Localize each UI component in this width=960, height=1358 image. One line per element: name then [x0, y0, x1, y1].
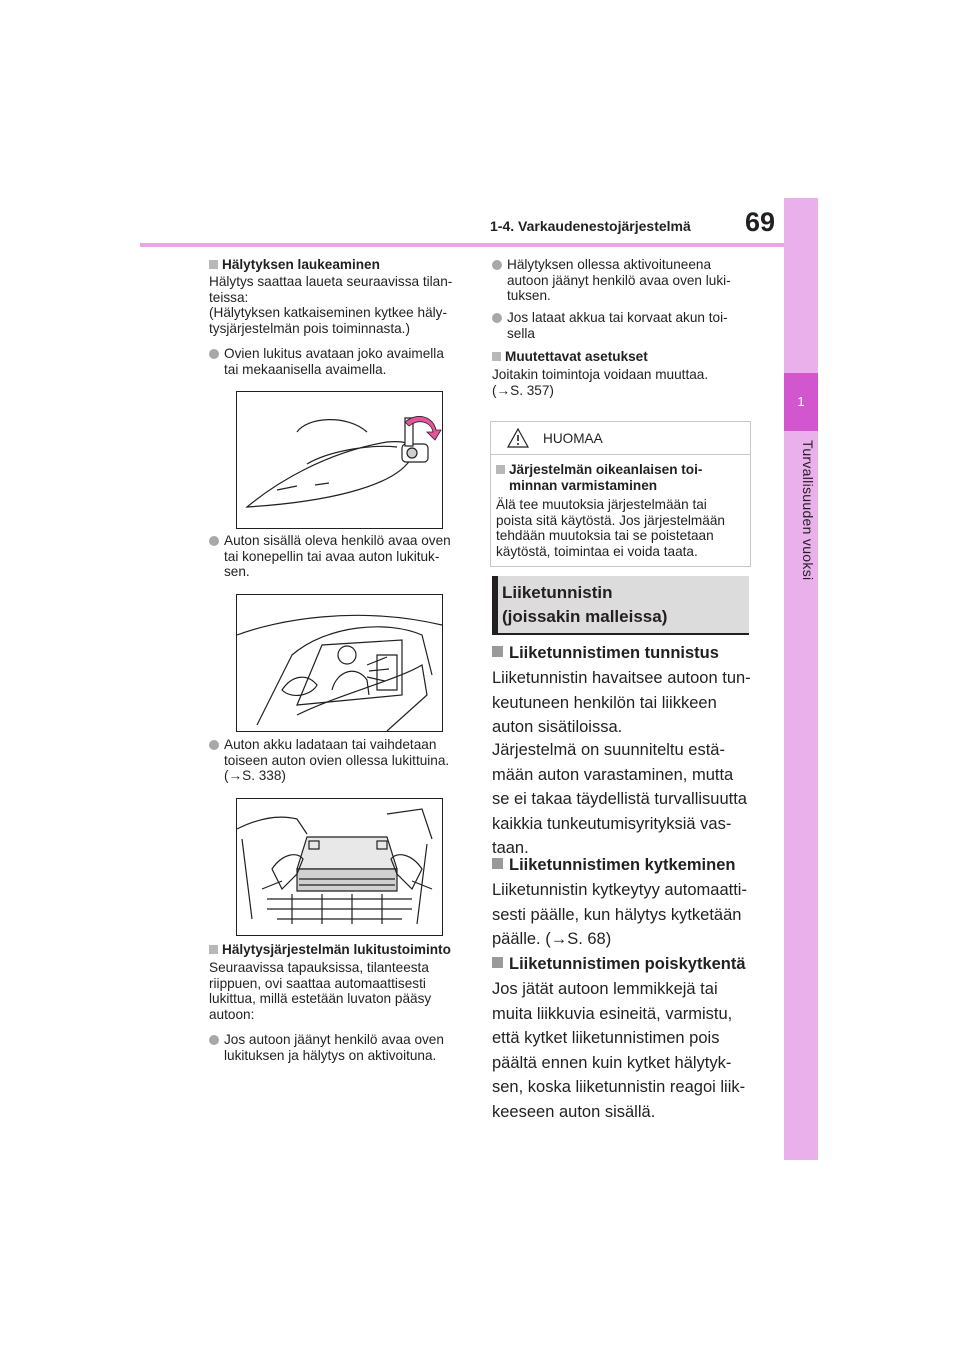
square-bullet-icon	[209, 260, 218, 269]
bullet-dot-icon	[492, 260, 502, 270]
notice-body: Älä tee muutoksia järjestelmään tai poista sitä käytöstä. Jos järjestelmään tehdään muutoksia tai se poistetaan käytöstä, toimintaa ei voida taata.	[496, 497, 725, 559]
bullet-dot-icon	[209, 536, 219, 546]
detection-paragraph: Liiketunnistin havaitsee autoon tun- keutuneen henkilön tai liikkeen auton sisätiloissa.	[492, 669, 751, 736]
door-handle-key-illustration	[236, 391, 443, 529]
chapter-number: 1	[784, 373, 818, 431]
heading-detection: Liiketunnistimen tunnistus	[492, 641, 762, 665]
heading-lock-function: Hälytysjärjestelmän lukitustoiminto	[209, 942, 471, 958]
bullet-dot-icon	[209, 349, 219, 359]
bullet-person-inside: Auton sisällä oleva henkilö avaa oven tai konepellin tai avaa auton lukituk- sen.	[209, 533, 471, 580]
bullet-dot-icon	[209, 1035, 219, 1045]
deactivation-paragraph: Jos jätät autoon lemmikkejä tai muita liikkuvia esineitä, varmistu, että kytket liiketunnistimen pois päältä ennen kuin kytket hälytyk- sen, koska liiketunnistin reagoi liik- keeseen auton sisällä.	[492, 980, 746, 1121]
notice-box	[490, 421, 751, 567]
car-interior-drawing	[237, 595, 442, 731]
door-handle-drawing	[237, 392, 442, 528]
notice-header	[491, 422, 750, 455]
person-inside-car-illustration	[236, 594, 443, 732]
bullet-key-unlock: Ovien lukitus avataan joko avaimella tai mekaanisella avaimella.	[209, 346, 471, 377]
page-number: 69	[745, 207, 776, 237]
battery-drawing	[237, 799, 442, 935]
header-rule	[140, 243, 788, 247]
settings-paragraph: Joitakin toimintoja voidaan muuttaa. (→S. 357)	[492, 367, 709, 398]
battery-replacement-illustration	[236, 798, 443, 936]
chapter-title: Turvallisuuden vuoksi	[800, 440, 816, 581]
square-bullet-icon	[492, 352, 501, 361]
warning-triangle-icon	[507, 428, 529, 448]
heading-deactivation: Liiketunnistimen poiskytkentä	[492, 952, 762, 976]
bullet-dot-icon	[492, 313, 502, 323]
bullet-alarm-active-unlock: Hälytyksen ollessa aktivoituneena autoon jäänyt henkilö avaa oven luki- tuksen.	[492, 257, 754, 304]
bullet-dot-icon	[209, 740, 219, 750]
chapter-side-tab	[784, 198, 818, 1160]
square-bullet-icon	[492, 858, 503, 869]
square-bullet-icon	[492, 957, 503, 968]
heading-activation: Liiketunnistimen kytkeminen	[492, 853, 762, 877]
motion-sensor-heading: Liiketunnistin (joissakin malleissa)	[502, 583, 668, 626]
lock-function-paragraph: Seuraavissa tapauksissa, tilanteesta riippuen, ovi saattaa automaattisesti lukittua, millä estetään luvaton pääsy autoon:	[209, 960, 432, 1022]
design-paragraph: Järjestelmä on suunniteltu estä- mään auton varastaminen, mutta se ei takaa täydellistä turvallisuutta kaikkia tunkeutumisyrityksiä vas- taan.	[492, 741, 747, 857]
activation-paragraph: Liiketunnistin kytkeytyy automaatti- sesti päälle, kun hälytys kytketään päälle. (→S. 68)	[492, 881, 747, 948]
bullet-charge-battery: Jos lataat akkua tai korvaat akun toi- sella	[492, 310, 754, 341]
heading-settings: Muutettavat asetukset	[492, 349, 754, 365]
section-title: 1-4. Varkaudenestojärjestelmä	[490, 218, 691, 234]
square-bullet-icon	[209, 945, 218, 954]
heading-box-bar	[492, 576, 498, 634]
bullet-person-unlocks: Jos autoon jäänyt henkilö avaa oven lukituksen ja hälytys on aktivoituna.	[209, 1032, 471, 1063]
alarm-trigger-paragraph: Hälytys saattaa laueta seuraavissa tilan- teissa: (Hälytyksen katkaiseminen kytkee häly- tysjärjestelmän pois toiminnasta.)	[209, 274, 453, 336]
heading-alarm-trigger: Hälytyksen laukeaminen	[209, 257, 469, 273]
notice-heading: Järjestelmän oikeanlaisen toi- minnan varmistaminen	[496, 462, 746, 493]
square-bullet-icon	[492, 646, 503, 657]
bullet-battery: Auton akku ladataan tai vaihdetaan toiseen auton ovien ollessa lukittuina. (→S. 338)	[209, 737, 471, 784]
square-bullet-icon	[496, 465, 505, 474]
notice-title: HUOMAA	[543, 431, 603, 446]
heading-box-underline	[492, 633, 749, 635]
